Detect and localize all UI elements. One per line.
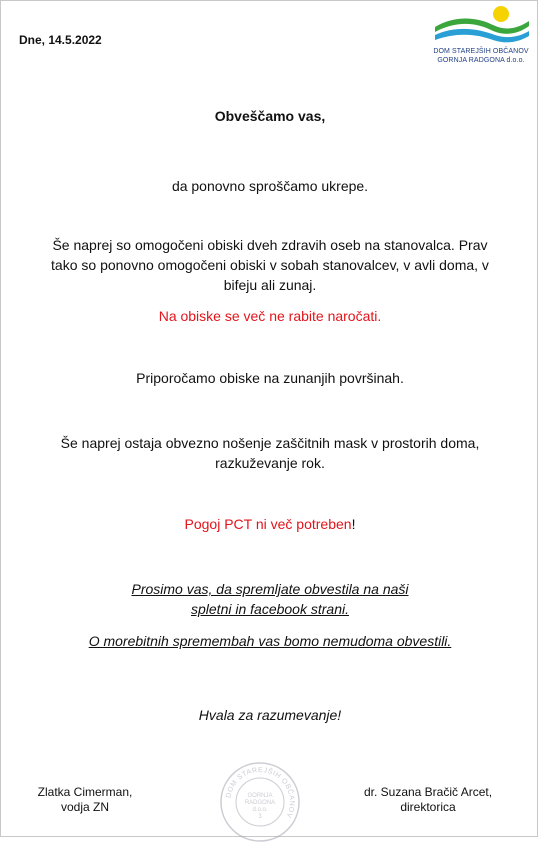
paragraph-visits [1,235,539,295]
thanks-line: Hvala za razumevanje! [198,707,342,723]
logo-text [431,47,531,65]
stamp-center-line-1: GORNJA [247,793,273,799]
stamp-ring-text: DOM STAREJŠIH OBČANOV [225,766,296,820]
paragraph-measures: da ponovno sproščamo ukrepe. [171,178,369,194]
logo-name-line: DOM STAREJŠIH OBČANOV [433,48,529,55]
paragraph-changes [1,631,539,651]
signature-left-name: Zlatka Cimerman, [37,785,133,799]
stamp-center-line-3: d.o.o. [252,807,268,813]
signature-left-role: vodja ZN [60,800,110,814]
visits-line-2: tako so ponovno omogočeni obiski v sobah stanovalcev, v avli doma, v [51,257,489,273]
logo-waves-icon [431,5,531,47]
logo-place-line: GORNJA RADGONA d.o.o. [437,57,525,64]
visits-line-1: Še naprej so omogočeni obiski dveh zdravih oseb na stanovalca. Prav [52,237,488,253]
masks-line-1: Še naprej ostaja obvezno nošenje zaščitnih mask v prostorih doma, [60,435,480,451]
signature-right [353,785,503,815]
stamp-center-line-4: 3 [258,814,262,820]
follow-line-1-text: Prosimo vas, da spremljate obvestila na naši [131,581,409,597]
stamp-seal-icon [219,761,301,843]
greeting: Obveščamo vas, [214,108,326,124]
paragraph-masks [1,433,539,473]
pct-text: Pogoj PCT ni več potreben [184,516,352,532]
notice-pct [1,514,539,534]
follow-line-2-text: spletni in facebook strani. [191,601,349,617]
stamp-center-line-2: RADGONA [244,800,276,806]
masks-line-2: razkuževanje rok. [215,455,325,471]
signature-right-role: direktorica [400,800,456,814]
signature-left [25,785,145,815]
visits-line-3: bifeju ali zunaj. [223,277,317,293]
notice-no-booking: Na obiske se več ne rabite naročati. [158,308,382,324]
paragraph-follow [1,579,539,619]
organization-logo [431,5,531,67]
signature-right-name: dr. Suzana Bračič Arcet, [363,785,493,799]
follow-line-2 [1,599,539,619]
official-stamp [219,761,301,843]
follow-line-1 [1,579,539,599]
pct-exclamation: ! [351,516,356,532]
document-date: Dne, 14.5.2022 [19,33,102,47]
changes-text: O morebitnih spremembah vas bomo nemudoma obvestili. [88,633,452,649]
paragraph-outdoor: Priporočamo obiske na zunanjih površinah. [136,370,404,386]
